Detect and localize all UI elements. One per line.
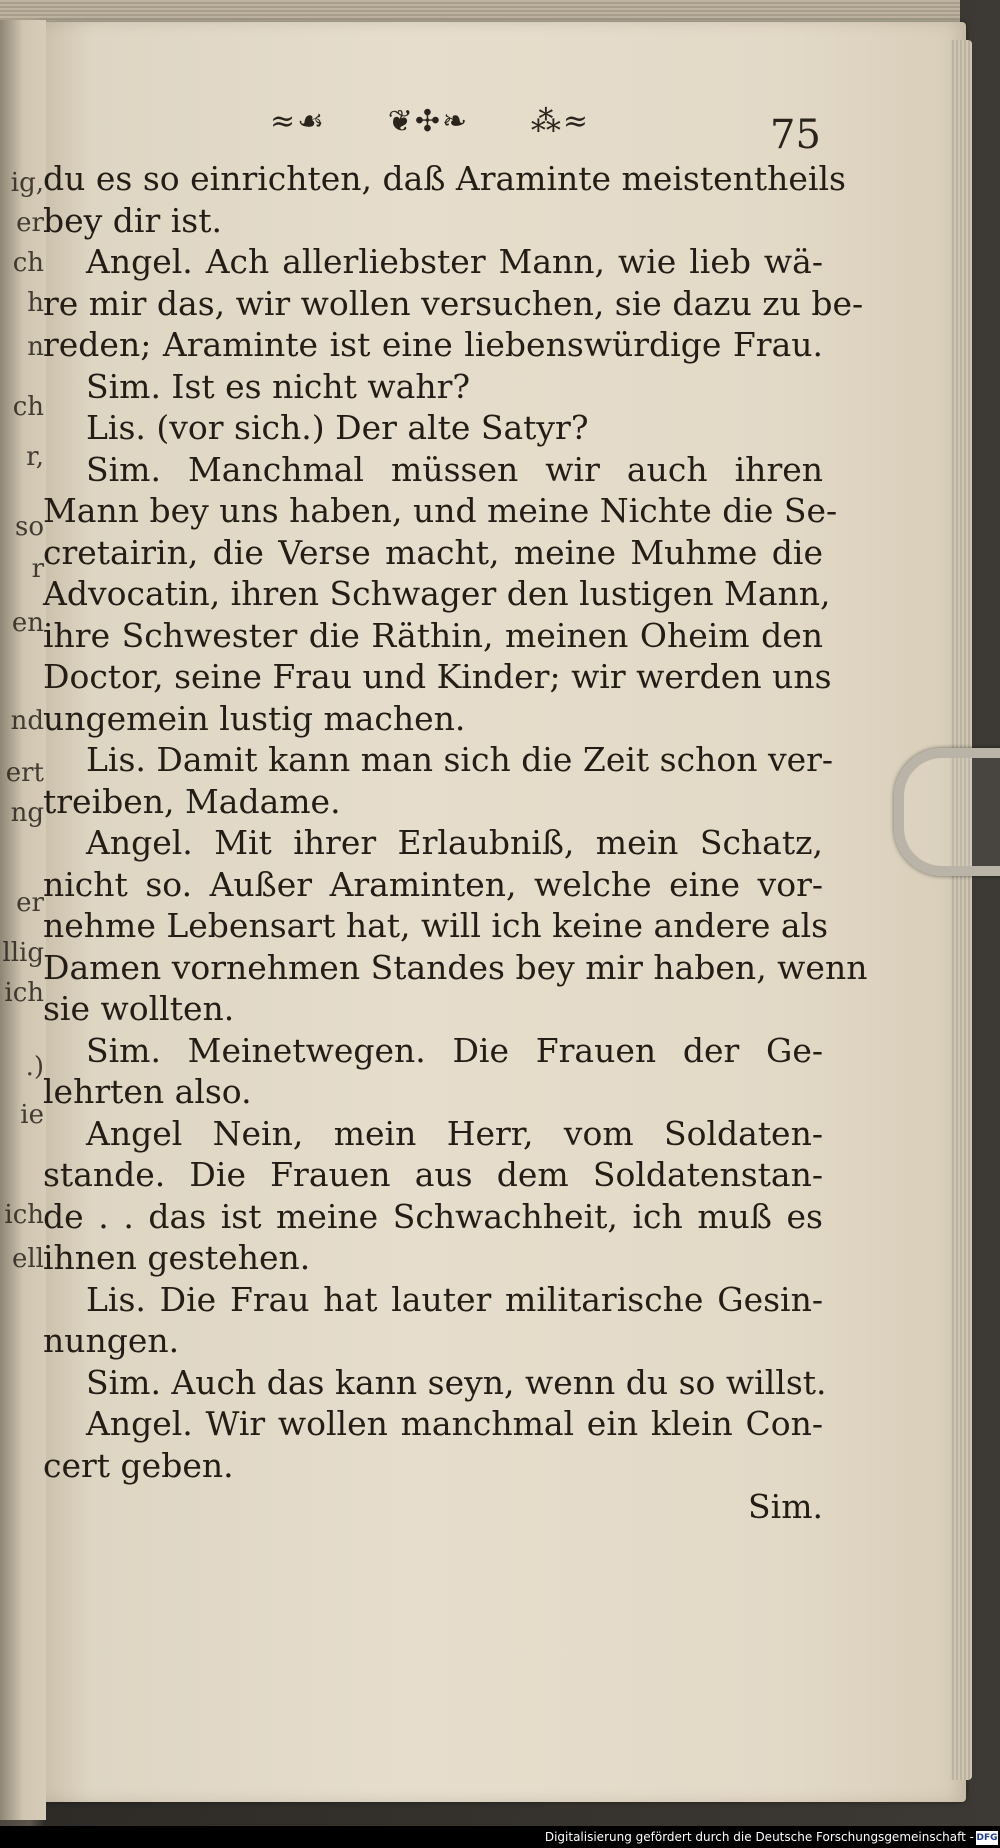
- text-line: Advocatin, ihren Schwager den lustigen Mann,: [43, 574, 831, 613]
- text-line: reden; Araminte ist eine liebenswürdige Frau.: [43, 325, 823, 364]
- text-line: Angel. Mit ihrer Erlaubniß, mein Schatz,: [86, 823, 823, 862]
- gutter-text-fragment: so: [15, 512, 44, 542]
- text-line: re mir das, wir wollen versuchen, sie dazu zu be-: [43, 283, 864, 323]
- ornament-center: ❦✣❧: [387, 103, 470, 139]
- text-line: Sim.: [748, 1487, 823, 1526]
- text-line: Doctor, seine Frau und Kinder; wir werden uns: [43, 657, 832, 696]
- text-line: Sim. Ist es nicht wahr?: [86, 366, 471, 406]
- gutter-text-fragment: ich: [4, 1200, 44, 1230]
- text-line: Angel. Ach allerliebster Mann, wie lieb wä-: [86, 242, 823, 281]
- text-line: du es so einrichten, daß Araminte meistentheils: [43, 159, 846, 198]
- page-clip: [894, 748, 1000, 876]
- text-line: Damen vornehmen Standes bey mir haben, wenn: [43, 947, 868, 987]
- footer-bar: [0, 1826, 1000, 1848]
- text-line: cretairin, die Verse macht, meine Muhme die: [43, 532, 823, 572]
- text-line: sie wollten.: [43, 989, 235, 1028]
- text-line: Lis. Die Frau hat lauter militarische Gesin-: [86, 1279, 823, 1319]
- text-line: Sim. Meinetwegen. Die Frauen der Ge-: [86, 1030, 823, 1070]
- ornament-right: ⁂≈: [530, 103, 590, 139]
- gutter-text-fragment: nd: [10, 706, 44, 736]
- text-line: treiben, Madame.: [43, 781, 341, 821]
- text-line: cert geben.: [43, 1445, 234, 1485]
- gutter-text-fragment: n: [27, 332, 44, 362]
- text-line: de . . das ist meine Schwachheit, ich muß es: [43, 1196, 823, 1236]
- text-line: ihnen gestehen.: [43, 1238, 311, 1277]
- page-number: 75: [770, 112, 821, 158]
- text-line: Sim. Manchmal müssen wir auch ihren: [86, 449, 823, 489]
- gutter-text-fragment: er: [16, 208, 44, 238]
- page-body-text: [43, 158, 868, 1528]
- page-edges: [950, 40, 972, 1780]
- funding-credit: Digitalisierung gefördert durch die Deutsche Forschungsgemeinschaft -: [544, 1830, 974, 1844]
- text-line: Lis. (vor sich.) Der alte Satyr?: [86, 408, 589, 447]
- gutter-text-fragment: ie: [20, 1100, 44, 1130]
- gutter-text-fragment: r: [31, 554, 44, 584]
- text-line: nicht so. Außer Araminten, welche eine vor-: [43, 864, 823, 904]
- gutter-text-fragment: ch: [12, 248, 44, 278]
- text-line: lehrten also.: [43, 1072, 252, 1111]
- text-line: nehme Lebensart hat, will ich keine andere als: [43, 906, 829, 945]
- previous-page-gutter: [0, 20, 46, 1820]
- text-line: bey dir ist.: [43, 200, 222, 240]
- text-line: Lis. Damit kann man sich die Zeit schon ver-: [86, 740, 834, 779]
- text-line: ungemein lustig machen.: [43, 698, 466, 738]
- header-ornament: [270, 96, 590, 146]
- ornament-left: ≈☙: [270, 103, 327, 139]
- gutter-text-fragment: ert: [5, 758, 44, 788]
- gutter-text-fragment: ell: [11, 1244, 44, 1274]
- text-line: ihre Schwester die Räthin, meinen Oheim den: [43, 615, 823, 655]
- text-line: Mann bey uns haben, und meine Nichte die Se-: [43, 491, 838, 530]
- gutter-text-fragment: ch: [12, 392, 44, 422]
- gutter-text-fragment: ig,: [10, 168, 44, 198]
- dfg-logo-icon: DFG: [976, 1833, 998, 1843]
- gutter-text-fragment: llig: [2, 938, 44, 968]
- text-line: Sim. Auch das kann seyn, wenn du so willst.: [86, 1362, 827, 1402]
- gutter-text-fragment: r,: [26, 442, 44, 472]
- gutter-text-fragment: h: [27, 288, 44, 318]
- text-line: stande. Die Frauen aus dem Soldatenstan-: [43, 1155, 823, 1194]
- gutter-text-fragment: en: [11, 608, 44, 638]
- text-line: Angel. Wir wollen manchmal ein klein Con-: [86, 1404, 823, 1443]
- gutter-text-fragment: ich: [4, 978, 44, 1008]
- text-line: nungen.: [43, 1321, 180, 1360]
- gutter-text-fragment: er: [16, 888, 44, 918]
- gutter-text-fragment: ng: [10, 798, 44, 828]
- text-line: Angel Nein, mein Herr, vom Soldaten-: [86, 1113, 823, 1153]
- gutter-text-fragment: .): [25, 1052, 44, 1082]
